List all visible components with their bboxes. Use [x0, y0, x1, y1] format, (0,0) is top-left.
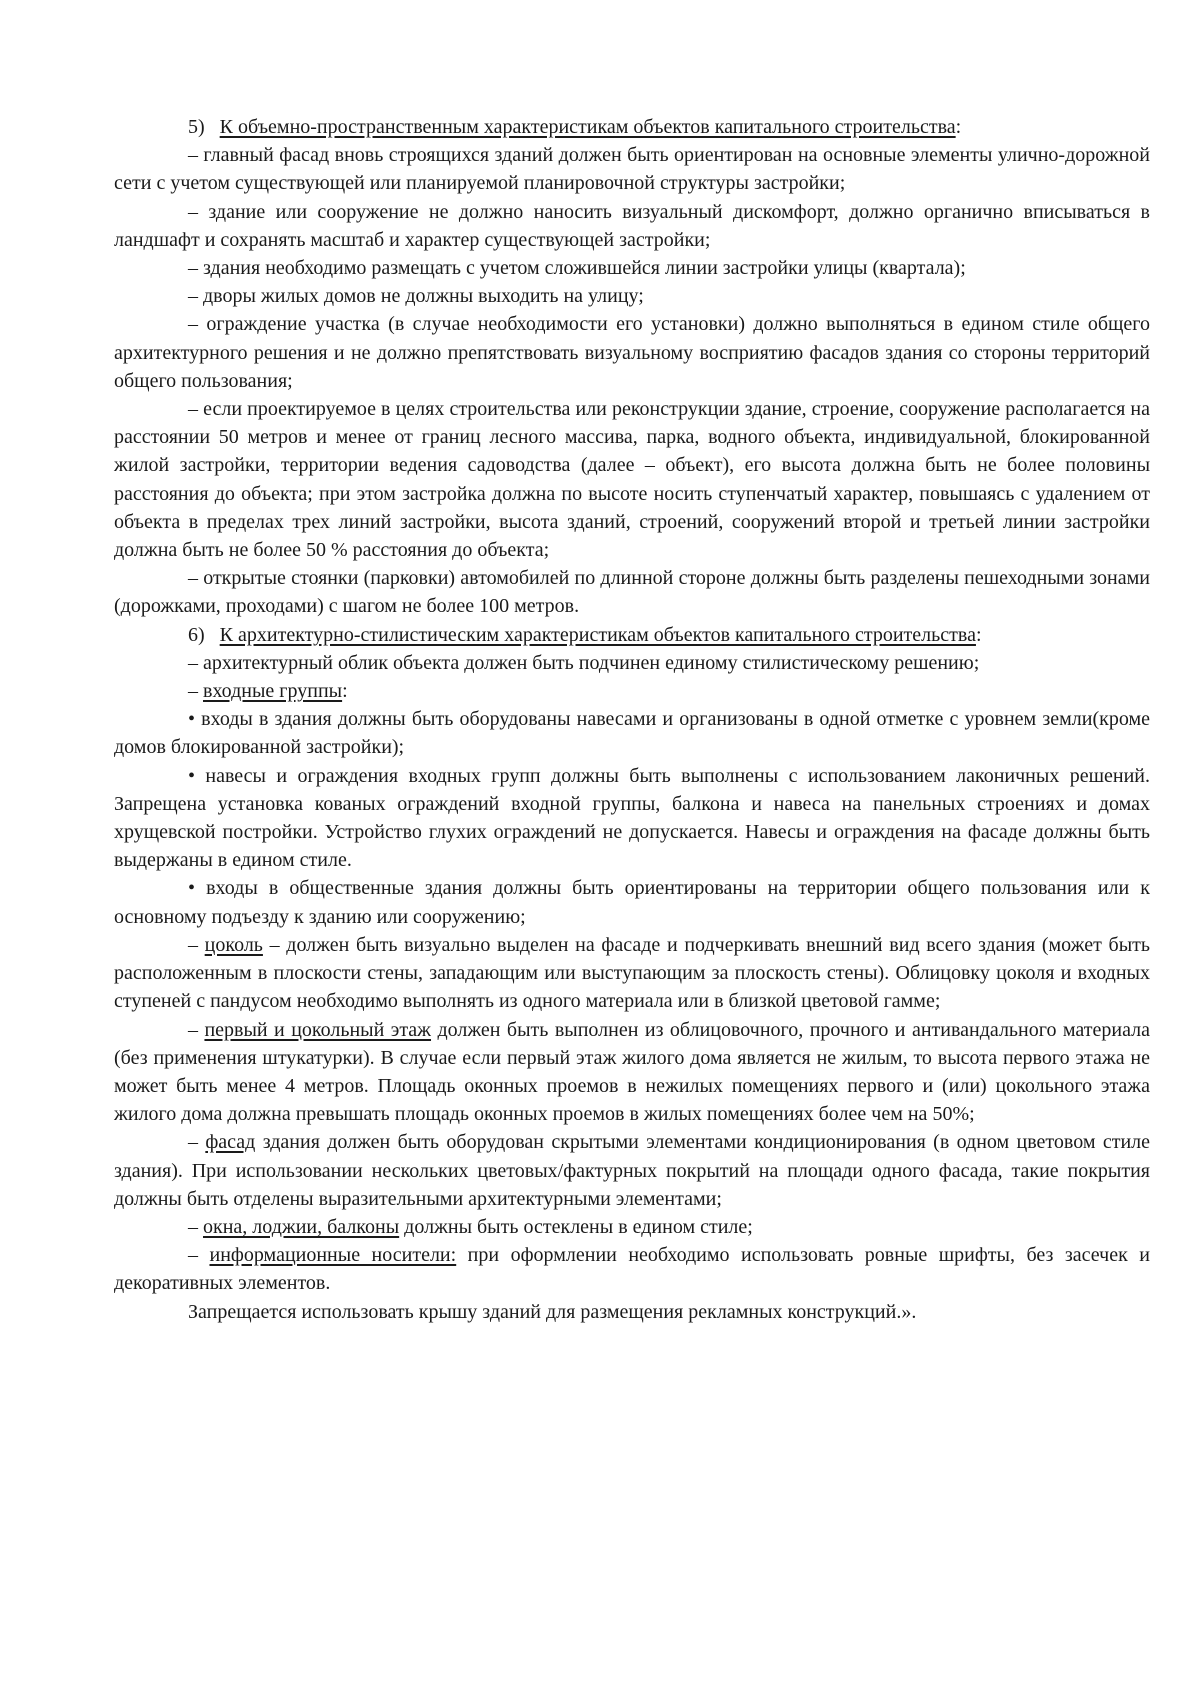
section-6-number: 6) — [188, 623, 205, 646]
section-5-item: – дворы жилых домов не должны выходить на улицу; — [188, 285, 644, 308]
signs-term: информационные носители: — [209, 1244, 457, 1267]
plinth-item: – цоколь – должен быть визуально выделен на фасаде и подчеркивать внешний вид всего здания (может быть расположенным в плоскости стены, западающим или выступающим за плоскость стены). Облицовку цоколя и входных ступеней с пандусом необходимо выполнять из одного материала или в близкой цветовой гамме; — [114, 933, 1150, 1013]
bullet-item: • входы в общественные здания должны быть ориентированы на территории общего пользования или к основному подъезду к зданию или сооружению; — [114, 877, 1150, 928]
bullet-item: • входы в здания должны быть оборудованы навесами и организованы в одной отметке с уровнем земли(кроме домов блокированной застройки); — [114, 708, 1150, 759]
section-5-item: – если проектируемое в целях строительства или реконструкции здание, строение, сооружение располагается на расстоянии 50 метров и менее от границ лесного массива, парка, водного объекта, индивидуальной, блокированной жилой застройки, территории ведения садоводства (далее – объект), его высота должна быть не более половины расстояния до объекта; при этом застройка должна по высоте носить ступенчатый характер, повышаясь с удалением от объекта в пределах трех линий застройки, высота зданий, строений, сооружений второй и третьей линии застройки должна быть не более 50 % расстояния до объекта; — [114, 398, 1150, 562]
signs-item: – информационные носители: при оформлении необходимо использовать ровные шрифты, без засечек и декоративных элементов. — [114, 1244, 1150, 1295]
entry-groups-term: входные группы — [203, 680, 343, 703]
facade-item: – фасад здания должен быть оборудован скрытыми элементами кондиционирования (в одном цветовом стиле здания). При использовании нескольких цветовых/фактурных покрытий на площади одного фасада, такие покрытия должны быть отделены выразительными архитектурными элементами; — [114, 1131, 1151, 1210]
section-6-item-style: – архитектурный облик объекта должен быть подчинен единому стилистическому решению; — [188, 651, 980, 674]
document-body — [114, 113, 1150, 1326]
section-5-item: – здание или сооружение не должно наносить визуальный дискомфорт, должно органично вписываться в ландшафт и сохранять масштаб и характер существующей застройки; — [114, 200, 1150, 251]
closing-statement: Запрещается использовать крышу зданий для размещения рекламных конструкций.». — [188, 1300, 917, 1323]
section-5-number: 5) — [188, 116, 205, 138]
bullet-item: • навесы и ограждения входных групп должны быть выполнены с использованием лаконичных решений. Запрещена установка кованых ограждений входной группы, балкона и навеса на панельных строениях и домах хрущевской постройки. Устройство глухих ограждений не допускается. Навесы и ограждения на фасаде должны быть выдержаны в едином стиле. — [114, 764, 1150, 872]
facade-term: фасад — [205, 1131, 256, 1154]
windows-term: окна, лоджии, балконы — [203, 1215, 400, 1238]
section-5-item: – главный фасад вновь строящихся зданий должен быть ориентирован на основные элементы улично-дорожной сети с учетом существующей или планируемой планировочной структуры застройки; — [114, 144, 1150, 195]
section-5-heading: 5) К объемно-пространственным характеристикам объектов капитального строительства: — [188, 116, 962, 138]
first-floor-term: первый и цокольный этаж — [204, 1018, 432, 1041]
plinth-term: цоколь — [204, 933, 263, 956]
section-6-heading: 6) К архитектурно-стилистическим характеристикам объектов капитального строительства: — [188, 623, 982, 646]
first-floor-item: – первый и цокольный этаж должен быть выполнен из облицовочного, прочного и антивандального материала (без применения штукатурки). В случае если первый этаж жилого дома является не жилым, то высота первого этажа не может быть менее 4 метров. Площадь оконных проемов в нежилых помещениях первого и (или) цокольного этажа жилого дома должна превышать площадь оконных проемов в жилых помещениях более чем на 50%; — [114, 1018, 1151, 1126]
section-5-item: – ограждение участка (в случае необходимости его установки) должно выполняться в едином стиле общего архитектурного решения и не должно препятствовать визуальному восприятию фасадов здания со стороны территорий общего пользования; — [114, 313, 1150, 392]
entry-groups-heading: – входные группы: — [188, 680, 348, 703]
section-5-title: К объемно-пространственным характеристикам объектов капитального строительства — [219, 116, 956, 138]
windows-item: – окна, лоджии, балконы должны быть остеклены в едином стиле; — [188, 1215, 753, 1238]
section-6-title: К архитектурно-стилистическим характеристикам объектов капитального строительства — [219, 623, 976, 646]
section-5-item: – открытые стоянки (парковки) автомобилей по длинной стороне должны быть разделены пешеходными зонами (дорожками, проходами) с шагом не более 100 метров. — [114, 567, 1150, 618]
section-5-item: – здания необходимо размещать с учетом сложившейся линии застройки улицы (квартала); — [188, 257, 966, 280]
